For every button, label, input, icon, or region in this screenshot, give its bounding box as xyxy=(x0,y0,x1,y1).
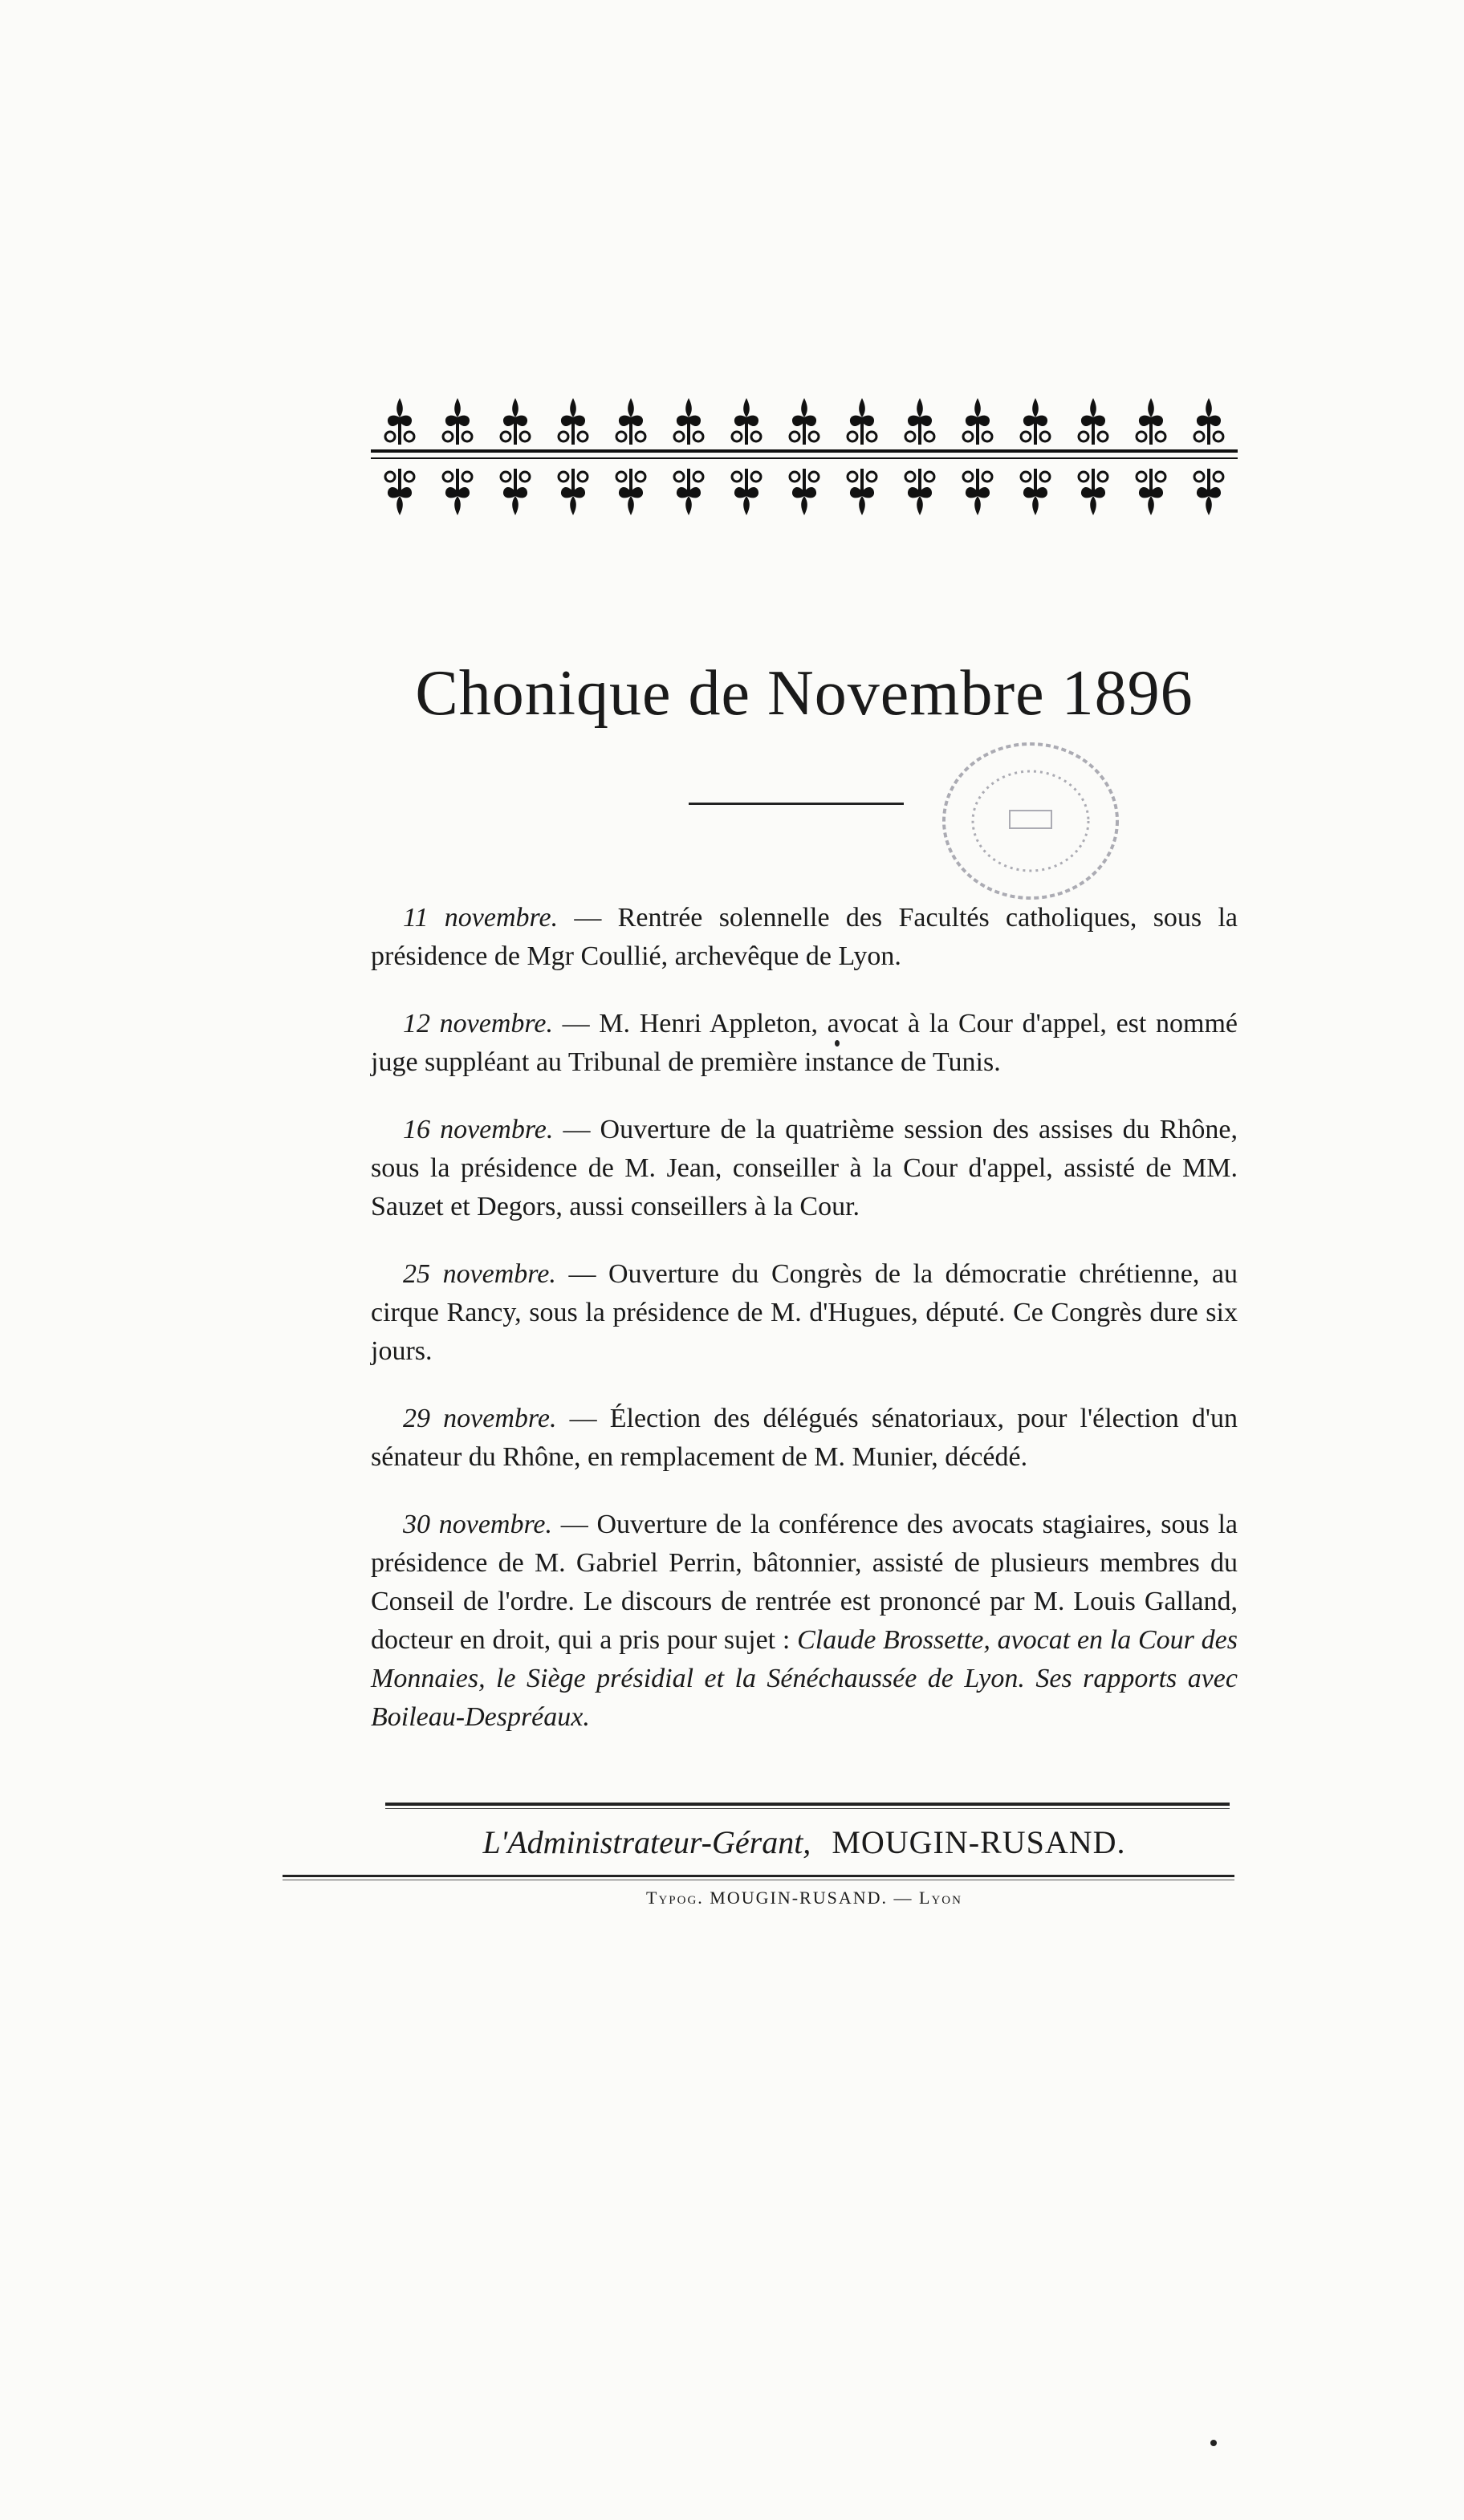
paper-speck xyxy=(835,1040,840,1047)
entry-text: — M. Henri Appleton, avocat à la Cour d'appel, est nommé juge suppléant au Tribunal de première instance de Tunis. xyxy=(371,1009,1238,1077)
chronicle-entries xyxy=(371,899,1238,1766)
entry-date: 29 novembre. xyxy=(403,1404,557,1433)
entry-date: 30 novembre. xyxy=(403,1510,553,1539)
entry-text: — Ouverture du Congrès de la démocratie chrétienne, au cirque Rancy, sous la présidence de M. d'Hugues, député. Ce Congrès dure six jours. xyxy=(371,1259,1238,1366)
entry-date: 11 novembre. xyxy=(403,903,559,933)
signature-role: L'Administrateur-Gérant, xyxy=(482,1824,811,1860)
signature-name: MOUGIN-RUSAND. xyxy=(832,1824,1126,1860)
entry-date: 25 novembre. xyxy=(403,1259,556,1289)
library-stamp xyxy=(936,737,1125,905)
printer-imprint: Typog. MOUGIN-RUSAND. — Lyon xyxy=(646,1888,962,1908)
fleuron-icon xyxy=(371,384,1238,530)
entry-text: — Rentrée solennelle des Facultés catholiques, sous la présidence de Mgr Coullié, archevêque de Lyon. xyxy=(371,903,1238,971)
speech-subject: Claude Brossette, avocat en la Cour des Monnaies, le Siège présidial et la Sénéchaussée de Lyon. Ses rapports avec Boileau-Despréaux. xyxy=(371,1625,1238,1732)
title-divider xyxy=(689,803,904,805)
entry-16-novembre xyxy=(371,1111,1238,1226)
entry-11-novembre xyxy=(371,899,1238,976)
entry-29-novembre xyxy=(371,1400,1238,1477)
paper-speck xyxy=(1210,2440,1217,2446)
entry-12-novembre xyxy=(371,1005,1238,1082)
entry-text: — Ouverture de la conférence des avocats stagiaires, sous la présidence de M. Gabriel Perrin, bâtonnier, assisté de plusieurs membres du Conseil de l'ordre. Le discours de rentrée est prononcé par M. Louis Galland, docteur en droit, qui a pris pour sujet : xyxy=(371,1510,1238,1655)
entry-25-novembre xyxy=(371,1255,1238,1371)
entry-date: 16 novembre. xyxy=(403,1115,554,1144)
ornamental-header-band xyxy=(371,384,1238,530)
signature-bottom-rule xyxy=(283,1875,1234,1877)
entry-text: — Élection des délégués sénatoriaux, pour l'élection d'un sénateur du Rhône, en remplacement de M. Munier, décédé. xyxy=(371,1404,1238,1472)
signature-line xyxy=(371,1820,1238,1865)
entry-date: 12 novembre. xyxy=(403,1009,553,1038)
signature-top-rule xyxy=(385,1803,1230,1806)
page-title: Chonique de Novembre 1896 xyxy=(415,658,1194,729)
entry-text: — Ouverture de la quatrième session des assises du Rhône, sous la présidence de M. Jean, conseiller à la Cour d'appel, assisté de MM. Sauzet et Degors, aussi conseillers à la Cour. xyxy=(371,1115,1238,1221)
signature-top-rule-thin xyxy=(385,1808,1230,1809)
entry-30-novembre xyxy=(371,1506,1238,1737)
